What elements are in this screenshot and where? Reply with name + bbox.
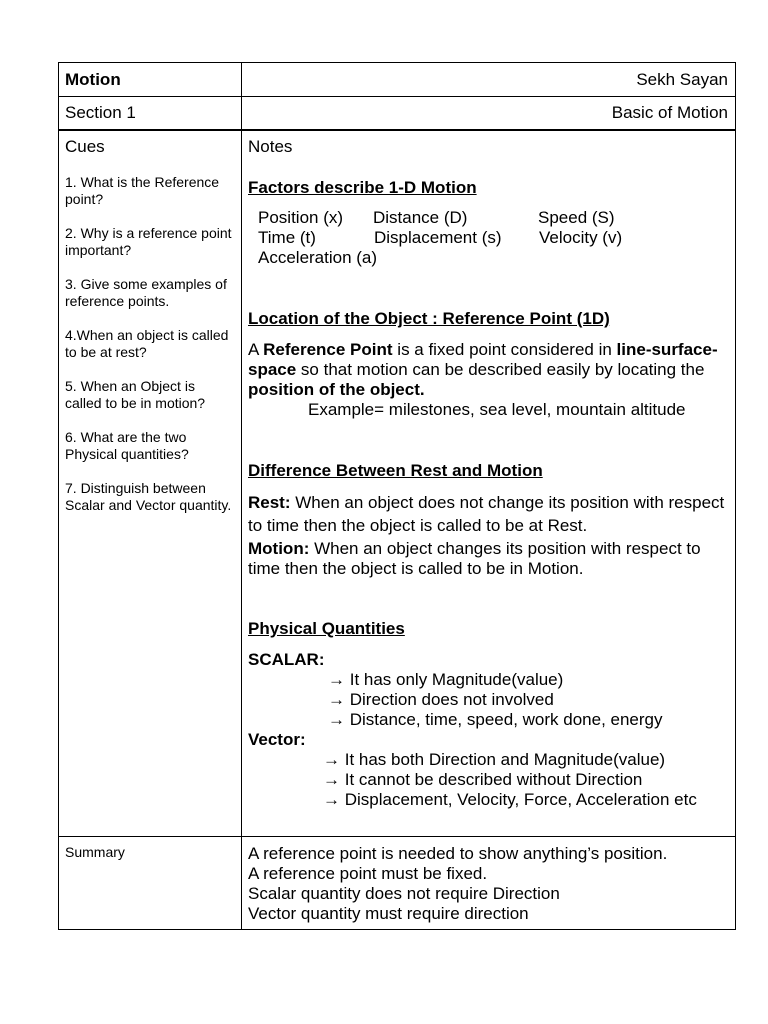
reference-point-example: Example= milestones, sea level, mountain altitude bbox=[308, 400, 686, 419]
scalar-label: SCALAR: bbox=[248, 650, 325, 669]
factor-time: Time (t) bbox=[258, 228, 316, 247]
motion-definition: Motion: When an object changes its position with respect to time then the object is called to be in Motion. bbox=[248, 539, 701, 578]
factor-velocity: Velocity (v) bbox=[539, 228, 623, 247]
location-heading: Location of the Object : Reference Point (1D) bbox=[248, 309, 610, 328]
factor-speed: Speed (S) bbox=[538, 208, 615, 227]
summary-line: A reference point must be fixed. bbox=[248, 864, 488, 883]
scalar-list bbox=[328, 670, 663, 730]
cornell-notes-table bbox=[58, 62, 736, 930]
cue-item: 3. Give some examples of reference points. bbox=[65, 276, 227, 309]
cues-list bbox=[65, 174, 235, 531]
vector-label: Vector: bbox=[248, 730, 306, 749]
scalar-item: → It has only Magnitude(value) bbox=[328, 670, 564, 689]
header-divider bbox=[59, 96, 735, 97]
vector-item: → It has both Direction and Magnitude(value) bbox=[323, 750, 666, 769]
factors-heading: Factors describe 1-D Motion bbox=[248, 178, 477, 197]
summary-label: Summary bbox=[65, 844, 125, 860]
cues-label: Cues bbox=[65, 137, 105, 156]
vector-list bbox=[323, 750, 697, 810]
summary-text bbox=[248, 844, 667, 924]
rest-motion-heading: Difference Between Rest and Motion bbox=[248, 461, 543, 480]
author-name: Sekh Sayan bbox=[636, 70, 728, 89]
factor-displacement: Displacement (s) bbox=[374, 228, 502, 247]
scalar-item: → Distance, time, speed, work done, energy bbox=[328, 710, 663, 729]
quantities-heading: Physical Quantities bbox=[248, 619, 405, 638]
cue-item: 4.When an object is called to be at rest? bbox=[65, 327, 229, 360]
cue-item: 1. What is the Reference point? bbox=[65, 174, 220, 207]
vector-item: → Displacement, Velocity, Force, Acceleration etc bbox=[323, 790, 697, 809]
reference-point-paragraph: A Reference Point is a fixed point considered in line-surface-space so that motion can be described easily by locating the position of the object. bbox=[248, 340, 718, 399]
summary-line: A reference point is needed to show anything’s position. bbox=[248, 844, 668, 863]
rest-definition: Rest: When an object does not change its position with respect to time then the object is called to be at Rest. bbox=[248, 493, 725, 535]
factor-distance: Distance (D) bbox=[373, 208, 468, 227]
summary-line: Scalar quantity does not require Direction bbox=[248, 884, 560, 903]
factor-position: Position (x) bbox=[258, 208, 344, 227]
summary-divider bbox=[59, 836, 735, 837]
section-topic: Basic of Motion bbox=[611, 103, 728, 122]
section-label: Section 1 bbox=[65, 103, 136, 122]
vector-item: → It cannot be described without Direction bbox=[323, 770, 643, 789]
cue-item: 6. What are the two Physical quantities? bbox=[65, 429, 189, 462]
cue-item: 2. Why is a reference point important? bbox=[65, 225, 232, 258]
page-title: Motion bbox=[65, 70, 121, 89]
cue-item: 5. When an Object is called to be in motion? bbox=[65, 378, 206, 411]
notes-label: Notes bbox=[248, 137, 293, 156]
cue-item: 7. Distinguish between Scalar and Vector quantity. bbox=[65, 480, 232, 513]
summary-line: Vector quantity must require direction bbox=[248, 904, 529, 923]
column-divider bbox=[241, 63, 242, 929]
scalar-item: → Direction does not involved bbox=[328, 690, 554, 709]
factor-acceleration: Acceleration (a) bbox=[258, 248, 378, 267]
section-divider bbox=[59, 129, 735, 131]
